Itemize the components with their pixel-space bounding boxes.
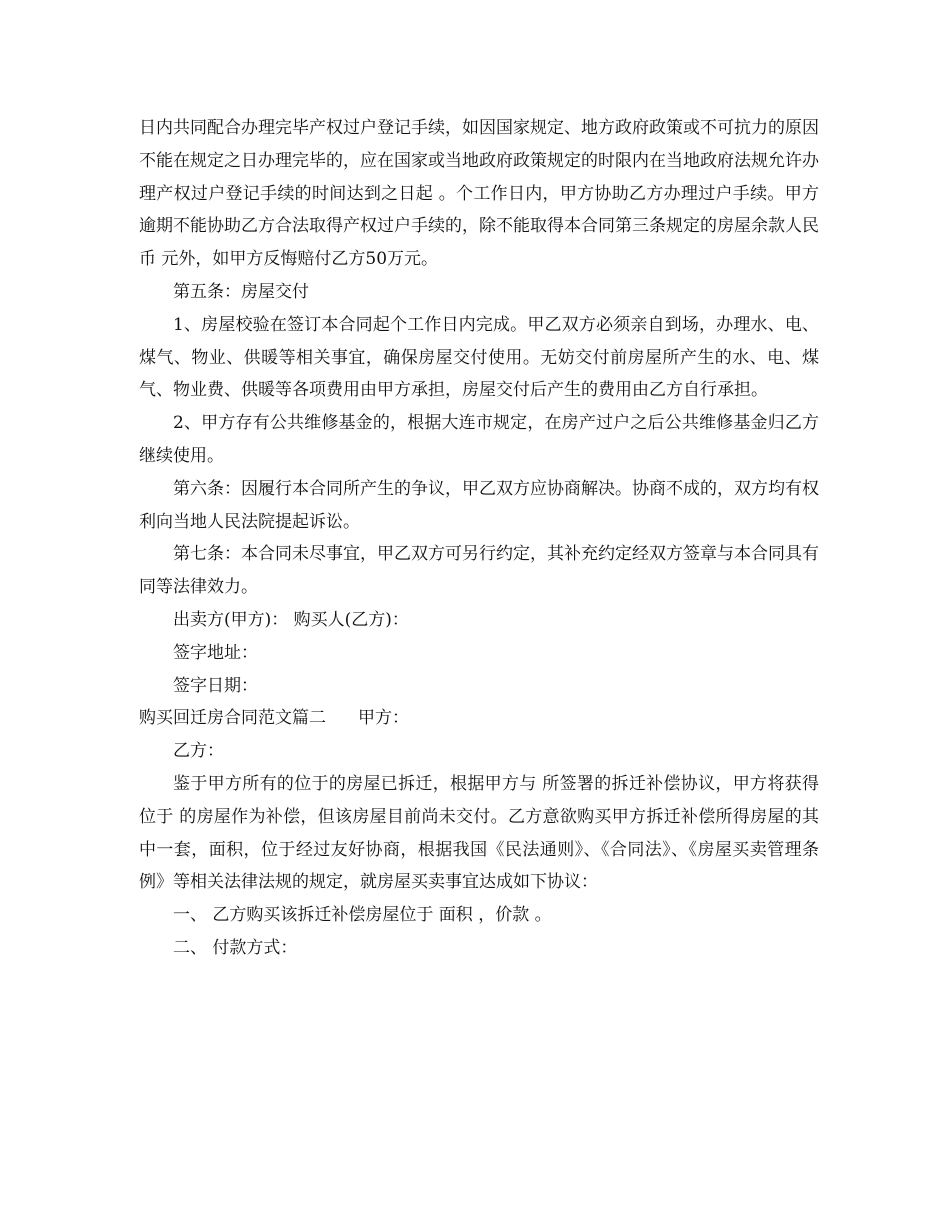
paragraph: 第六条：因履行本合同所产生的争议，甲乙双方应协商解决。协商不成的，双方均有权利向当地人民法院提起诉讼。 <box>139 478 819 532</box>
party-a-label: 甲方： <box>358 708 409 729</box>
clause-item: 二、 付款方式： <box>173 937 298 958</box>
document-heading-line <box>139 702 819 735</box>
document-heading: 购买回迁房合同范文篇二 <box>139 708 326 729</box>
paragraph: 鉴于甲方所有的位于的房屋已拆迁，根据甲方与 所签署的拆迁补偿协议，甲方将获得位于 的房屋作为补偿，但该房屋目前尚未交付。乙方意欲购买甲方拆迁补偿所得房屋的其中一套，面积，位于经过友好协商，根据我国《民法通则》、《合同法》、《房屋买卖管理条例》等相关法律法规的规定，就房屋买卖事宜达成如下协议： <box>139 773 819 893</box>
document-body <box>139 112 819 965</box>
section-heading: 第五条：房屋交付 <box>173 281 309 302</box>
paragraph: 日内共同配合办理完毕产权过户登记手续，如因国家规定、地方政府政策或不可抗力的原因不能在规定之日办理完毕的，应在国家或当地政府政策规定的时限内在当地政府法规允许办理产权过户登记手续的时间达到之日起 。个工作日内，甲方协助乙方办理过户手续。甲方逾期不能协助乙方合法取得产权过户手续的，除不能取得本合同第三条规定的房屋余款人民币 元外，如甲方反悔赔付乙方50万元。 <box>139 118 819 270</box>
paragraph: 第七条：本合同未尽事宜，甲乙双方可另行约定，其补充约定经双方签章与本合同具有同等法律效力。 <box>139 544 819 598</box>
party-b-label: 乙方： <box>173 741 224 762</box>
signature-address-line: 签字地址： <box>173 642 258 663</box>
paragraph: 2、甲方存有公共维修基金的，根据大连市规定，在房产过户之后公共维修基金归乙方继续使用。 <box>139 413 819 466</box>
signature-date-line: 签字日期： <box>173 675 258 696</box>
clause-item: 一、 乙方购买该拆迁补偿房屋位于 面积 ，价款 。 <box>173 905 552 926</box>
paragraph: 1、房屋校验在签订本合同起个工作日内完成。甲乙双方必须亲自到场，办理水、电、煤气、物业、供暖等相关事宜，确保房屋交付使用。无妨交付前房屋所产生的水、电、煤气、物业费、供暖等各项费用由甲方承担，房屋交付后产生的费用由乙方自行承担。 <box>139 314 819 401</box>
signature-parties-line: 出卖方(甲方)： 购买人(乙方)： <box>173 609 409 630</box>
